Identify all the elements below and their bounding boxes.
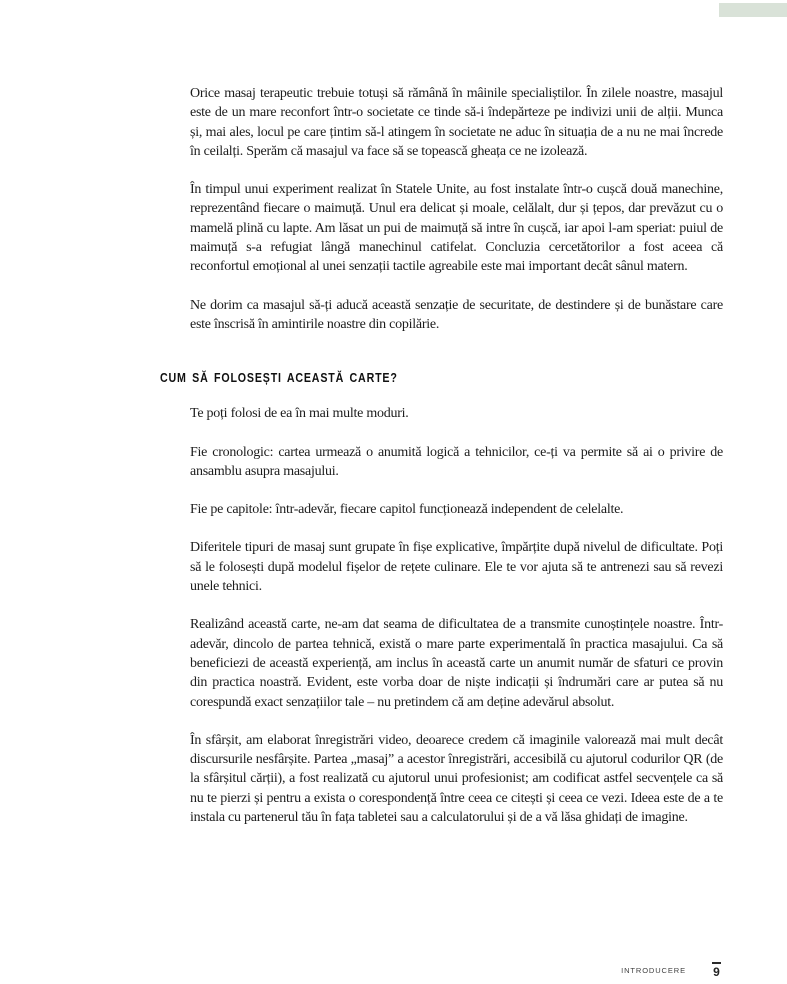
page-footer — [621, 962, 721, 978]
paragraph: În sfârșit, am elaborat înregistrări video, deoarece credem că imaginile valorează mai mult decât discursurile nesfârșite. Partea „masaj” a acestor înregistrări, accesibilă cu ajutorul codurilor QR (de la sfârșitul cărții), a fost realizată cu ajutorul unui profesionist; am codificat astfel secvențele ca să nu te pierzi și pentru a exista o corespondență între ceea ce citești și ceea ce vezi. Ideea este de a te instala cu partenerul tău în fața tabletei sau a calculatorului și de a vă lăsa ghidați de imagine. — [190, 732, 723, 826]
paragraph: Fie pe capitole: într-adevăr, fiecare capitol funcționează independent de celelalte. — [190, 502, 624, 518]
body-paragraph-group — [160, 404, 723, 827]
footer-section-label: INTRODUCERE — [621, 966, 686, 975]
paragraph: Orice masaj terapeutic trebuie totuși să rămână în mâinile specialiștilor. În zilele noastre, masajul este de un mare reconfort într-o societate ce tinde să-i îndepărteze pe indivizi unii de alții. Munca și, mai ales, locul pe care țintim să-l atingem în societate ne aduc în situația de a nu ne mai încrede în ceilalți. Sperăm că masajul va face să se topească gheața ce ne izolează. — [190, 86, 723, 159]
paragraph: Fie cronologic: cartea urmează o anumită logică a tehnicilor, ce-ți va permite să ai o privire de ansamblu asupra masajului. — [190, 444, 723, 479]
paragraph: Te poți folosi de ea în mai multe moduri. — [190, 406, 409, 422]
page-content — [160, 84, 723, 846]
paragraph: Realizând această carte, ne-am dat seama de dificultatea de a transmite cunoștințele noastre. Într-adevăr, dincolo de partea tehnică, există o mare parte experimentală în practica masajului. Ca să beneficiezi de această experiență, am inclus în această carte un anumit număr de sfaturi ce provin din practica noastră. Evident, este vorba doar de niște indicații și îndrumări care ar putea să nu corespundă exact senzațiilor tale – nu pretindem că am deține adevărul absolut. — [190, 617, 723, 710]
chapter-tab-marker — [719, 3, 787, 17]
page-number-rule — [712, 962, 721, 964]
paragraph: Ne dorim ca masajul să-ți aducă această senzație de securitate, de destindere și de bunăstare care este înscrisă în amintirile noastre din copilărie. — [190, 297, 723, 332]
intro-paragraph-group — [160, 84, 723, 334]
section-heading: CUM SĂ FOLOSEȘTI ACEASTĂ CARTE? — [160, 370, 398, 386]
page-number — [712, 962, 721, 978]
paragraph: Diferitele tipuri de masaj sunt grupate în fișe explicative, împărțite după nivelul de dificultate. Poți să le folosești după modelul fișelor de rețete culinare. Ele te vor ajuta să te antrenezi sau să revezi unele tehnici. — [190, 540, 723, 595]
paragraph: În timpul unui experiment realizat în Statele Unite, au fost instalate într-o cușcă două manechine, reprezentând fiecare o maimuță. Unul era delicat și moale, celălalt, dur și țepos, dar prevăzut cu o mamelă plină cu lapte. Am lăsat un pui de maimuță să intre în cușcă, iar apoi l-am speriat: puiul de maimuță s-a refugiat lângă manechinul catifelat. Concluzia cercetătorilor a fost aceea că reconfortul emoțional al unei senzații tactile agreabile este mai important decât sânul matern. — [190, 182, 723, 275]
page-number-value: 9 — [713, 965, 720, 979]
